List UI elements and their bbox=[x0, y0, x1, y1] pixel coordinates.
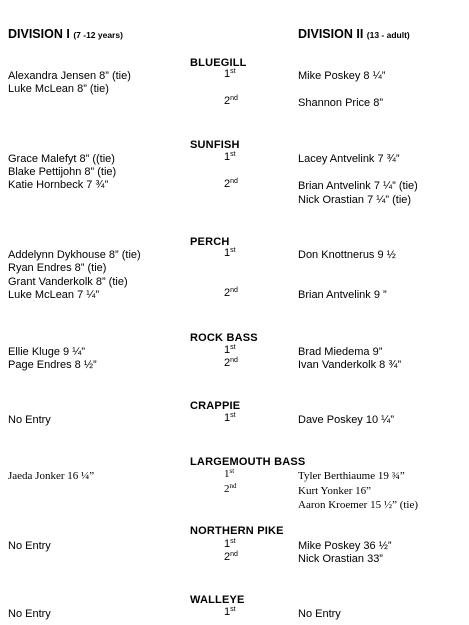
div2-entry: Brian Antvelink 9 ” bbox=[298, 289, 387, 301]
category-title-walleye: WALLEYE bbox=[190, 594, 245, 606]
div1-entry: Katie Hornbeck 7 ¾” bbox=[8, 179, 109, 191]
category-title-crappie: CRAPPIE bbox=[190, 400, 241, 412]
div2-entry: Nick Orastian 7 ¼” (tie) bbox=[298, 194, 412, 206]
div1-entry: Ellie Kluge 9 ¼” bbox=[8, 346, 86, 358]
place-first: 1st bbox=[224, 606, 236, 618]
category-title-perch: PERCH bbox=[190, 236, 230, 248]
div2-entry: Kurt Yonker 16” bbox=[298, 485, 372, 497]
place-second: 2nd bbox=[224, 551, 238, 563]
div2-entry: Mike Poskey 36 ½” bbox=[298, 540, 392, 552]
div1-entry: No Entry bbox=[8, 414, 51, 426]
div2-entry: Aaron Kroemer 15 ½” (tie) bbox=[298, 499, 419, 511]
division-1-title: DIVISION I bbox=[8, 27, 70, 41]
place-first: 1st bbox=[224, 247, 236, 259]
division-1-header bbox=[8, 28, 123, 42]
div2-entry: Brad Miedema 9” bbox=[298, 346, 383, 358]
place-first: 1st bbox=[224, 467, 235, 480]
division-2-age-range: (13 - adult) bbox=[366, 30, 410, 40]
div1-entry: Jaeda Jonker 16 ¼” bbox=[8, 470, 95, 482]
div2-entry: Tyler Berthiaume 19 ¾” bbox=[298, 470, 405, 482]
place-second: 2nd bbox=[224, 357, 238, 369]
div1-entry: No Entry bbox=[8, 608, 51, 620]
category-title-bluegill: BLUEGILL bbox=[190, 57, 247, 69]
place-first: 1st bbox=[224, 151, 236, 163]
place-first: 1st bbox=[224, 68, 236, 80]
div1-entry: Page Endres 8 ½” bbox=[8, 359, 97, 371]
div1-entry: Blake Pettijohn 8” (tie) bbox=[8, 166, 117, 178]
div2-entry: Dave Poskey 10 ¼” bbox=[298, 414, 394, 426]
category-title-rock-bass: ROCK BASS bbox=[190, 332, 258, 344]
div1-entry: Luke McLean 8” (tie) bbox=[8, 83, 109, 95]
div1-entry: No Entry bbox=[8, 540, 51, 552]
div2-entry: Brian Antvelink 7 ¼” (tie) bbox=[298, 180, 418, 192]
div2-entry: Ivan Vanderkolk 8 ¾” bbox=[298, 359, 402, 371]
place-first: 1st bbox=[224, 538, 236, 550]
division-2-title: DIVISION II bbox=[298, 27, 364, 41]
category-title-largemouth-bass: LARGEMOUTH BASS bbox=[190, 456, 306, 468]
div1-entry: Addelynn Dykhouse 8” (tie) bbox=[8, 249, 141, 261]
division-1-age-range: (7 -12 years) bbox=[73, 30, 123, 40]
div2-entry: Lacey Antvelink 7 ¾” bbox=[298, 153, 400, 165]
place-second: 2nd bbox=[224, 482, 237, 495]
place-second: 2nd bbox=[224, 287, 238, 299]
div1-entry: Ryan Endres 8” (tie) bbox=[8, 262, 107, 274]
place-first: 1st bbox=[224, 412, 236, 424]
div1-entry: Luke McLean 7 ¼” bbox=[8, 289, 100, 301]
div2-entry: Mike Poskey 8 ¼” bbox=[298, 70, 386, 82]
div1-entry: Grant Vanderkolk 8” (tie) bbox=[8, 276, 128, 288]
div2-entry: Shannon Price 8” bbox=[298, 97, 383, 109]
place-second: 2nd bbox=[224, 178, 238, 190]
div1-entry: Grace Malefyt 8” ((tie) bbox=[8, 153, 115, 165]
category-title-northern-pike: NORTHERN PIKE bbox=[190, 525, 284, 537]
place-second: 2nd bbox=[224, 95, 238, 107]
div2-entry: Don Knottnerus 9 ½ bbox=[298, 249, 396, 261]
div2-entry: Nick Orastian 33” bbox=[298, 553, 383, 565]
div2-entry: No Entry bbox=[298, 608, 341, 620]
place-first: 1st bbox=[224, 344, 236, 356]
category-title-sunfish: SUNFISH bbox=[190, 139, 240, 151]
division-2-header bbox=[298, 28, 410, 42]
div1-entry: Alexandra Jensen 8” (tie) bbox=[8, 70, 131, 82]
